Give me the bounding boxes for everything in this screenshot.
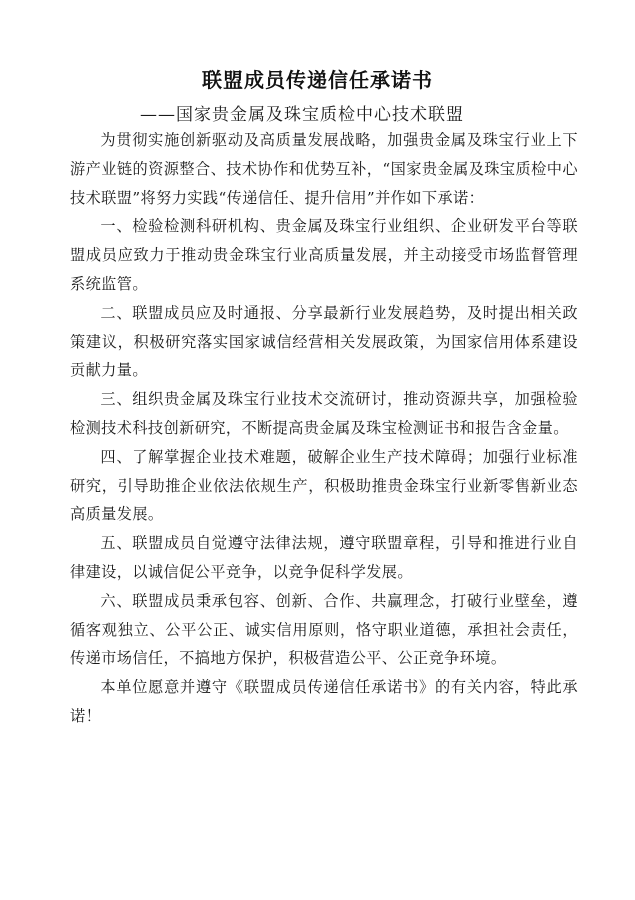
commitment-item-1: 一、检验检测科研机构、贵金属及珠宝行业组织、企业研发平台等联盟成员应致力于推动贵金珠宝行业高质量发展，并主动接受市场监督管理系统监管。 <box>70 217 578 293</box>
document-body <box>70 126 578 731</box>
commitment-item-3: 三、组织贵金属及珠宝行业技术交流研讨，推动资源共享，加强检验检测技术科技创新研究，不断提高贵金属及珠宝检测证书和报告含金量。 <box>70 390 578 437</box>
commitment-item-2: 二、联盟成员应及时通报、分享最新行业发展趋势，及时提出相关政策建议，积极研究落实国家诚信经营相关发展政策，为国家信用体系建设贡献力量。 <box>70 303 578 380</box>
document-subtitle: ——国家贵金属及珠宝质检中心技术联盟 <box>140 105 464 125</box>
commitment-item-6: 六、联盟成员秉承包容、创新、合作、共赢理念，打破行业壁垒，遵循客观独立、公平公正、诚实信用原则，恪守职业道德，承担社会责任，传递市场信任，不搞地方保护，积极营造公平、公正竞争环境。 <box>70 591 578 668</box>
closing-statement: 本单位愿意并遵守《联盟成员传递信任承诺书》的有关内容，特此承诺！ <box>70 678 578 725</box>
commitment-item-5: 五、联盟成员自觉遵守法律法规，遵守联盟章程，引导和推进行业自律建设，以诚信促公平竞争，以竞争促科学发展。 <box>70 534 578 581</box>
intro-paragraph: 为贯彻实施创新驱动及高质量发展战略，加强贵金属及珠宝行业上下游产业链的资源整合、技术协作和优势互补，“国家贵金属及珠宝质检中心技术联盟”将努力实践“传递信任、提升信用”并作如下承诺： <box>70 131 578 207</box>
document-title: 联盟成员传递信任承诺书 <box>202 68 433 92</box>
commitment-item-4: 四、了解掌握企业技术难题，破解企业生产技术障碍；加强行业标准研究，引导助推企业依法依规生产，积极助推贵金珠宝行业新零售新业态高质量发展。 <box>70 447 578 524</box>
